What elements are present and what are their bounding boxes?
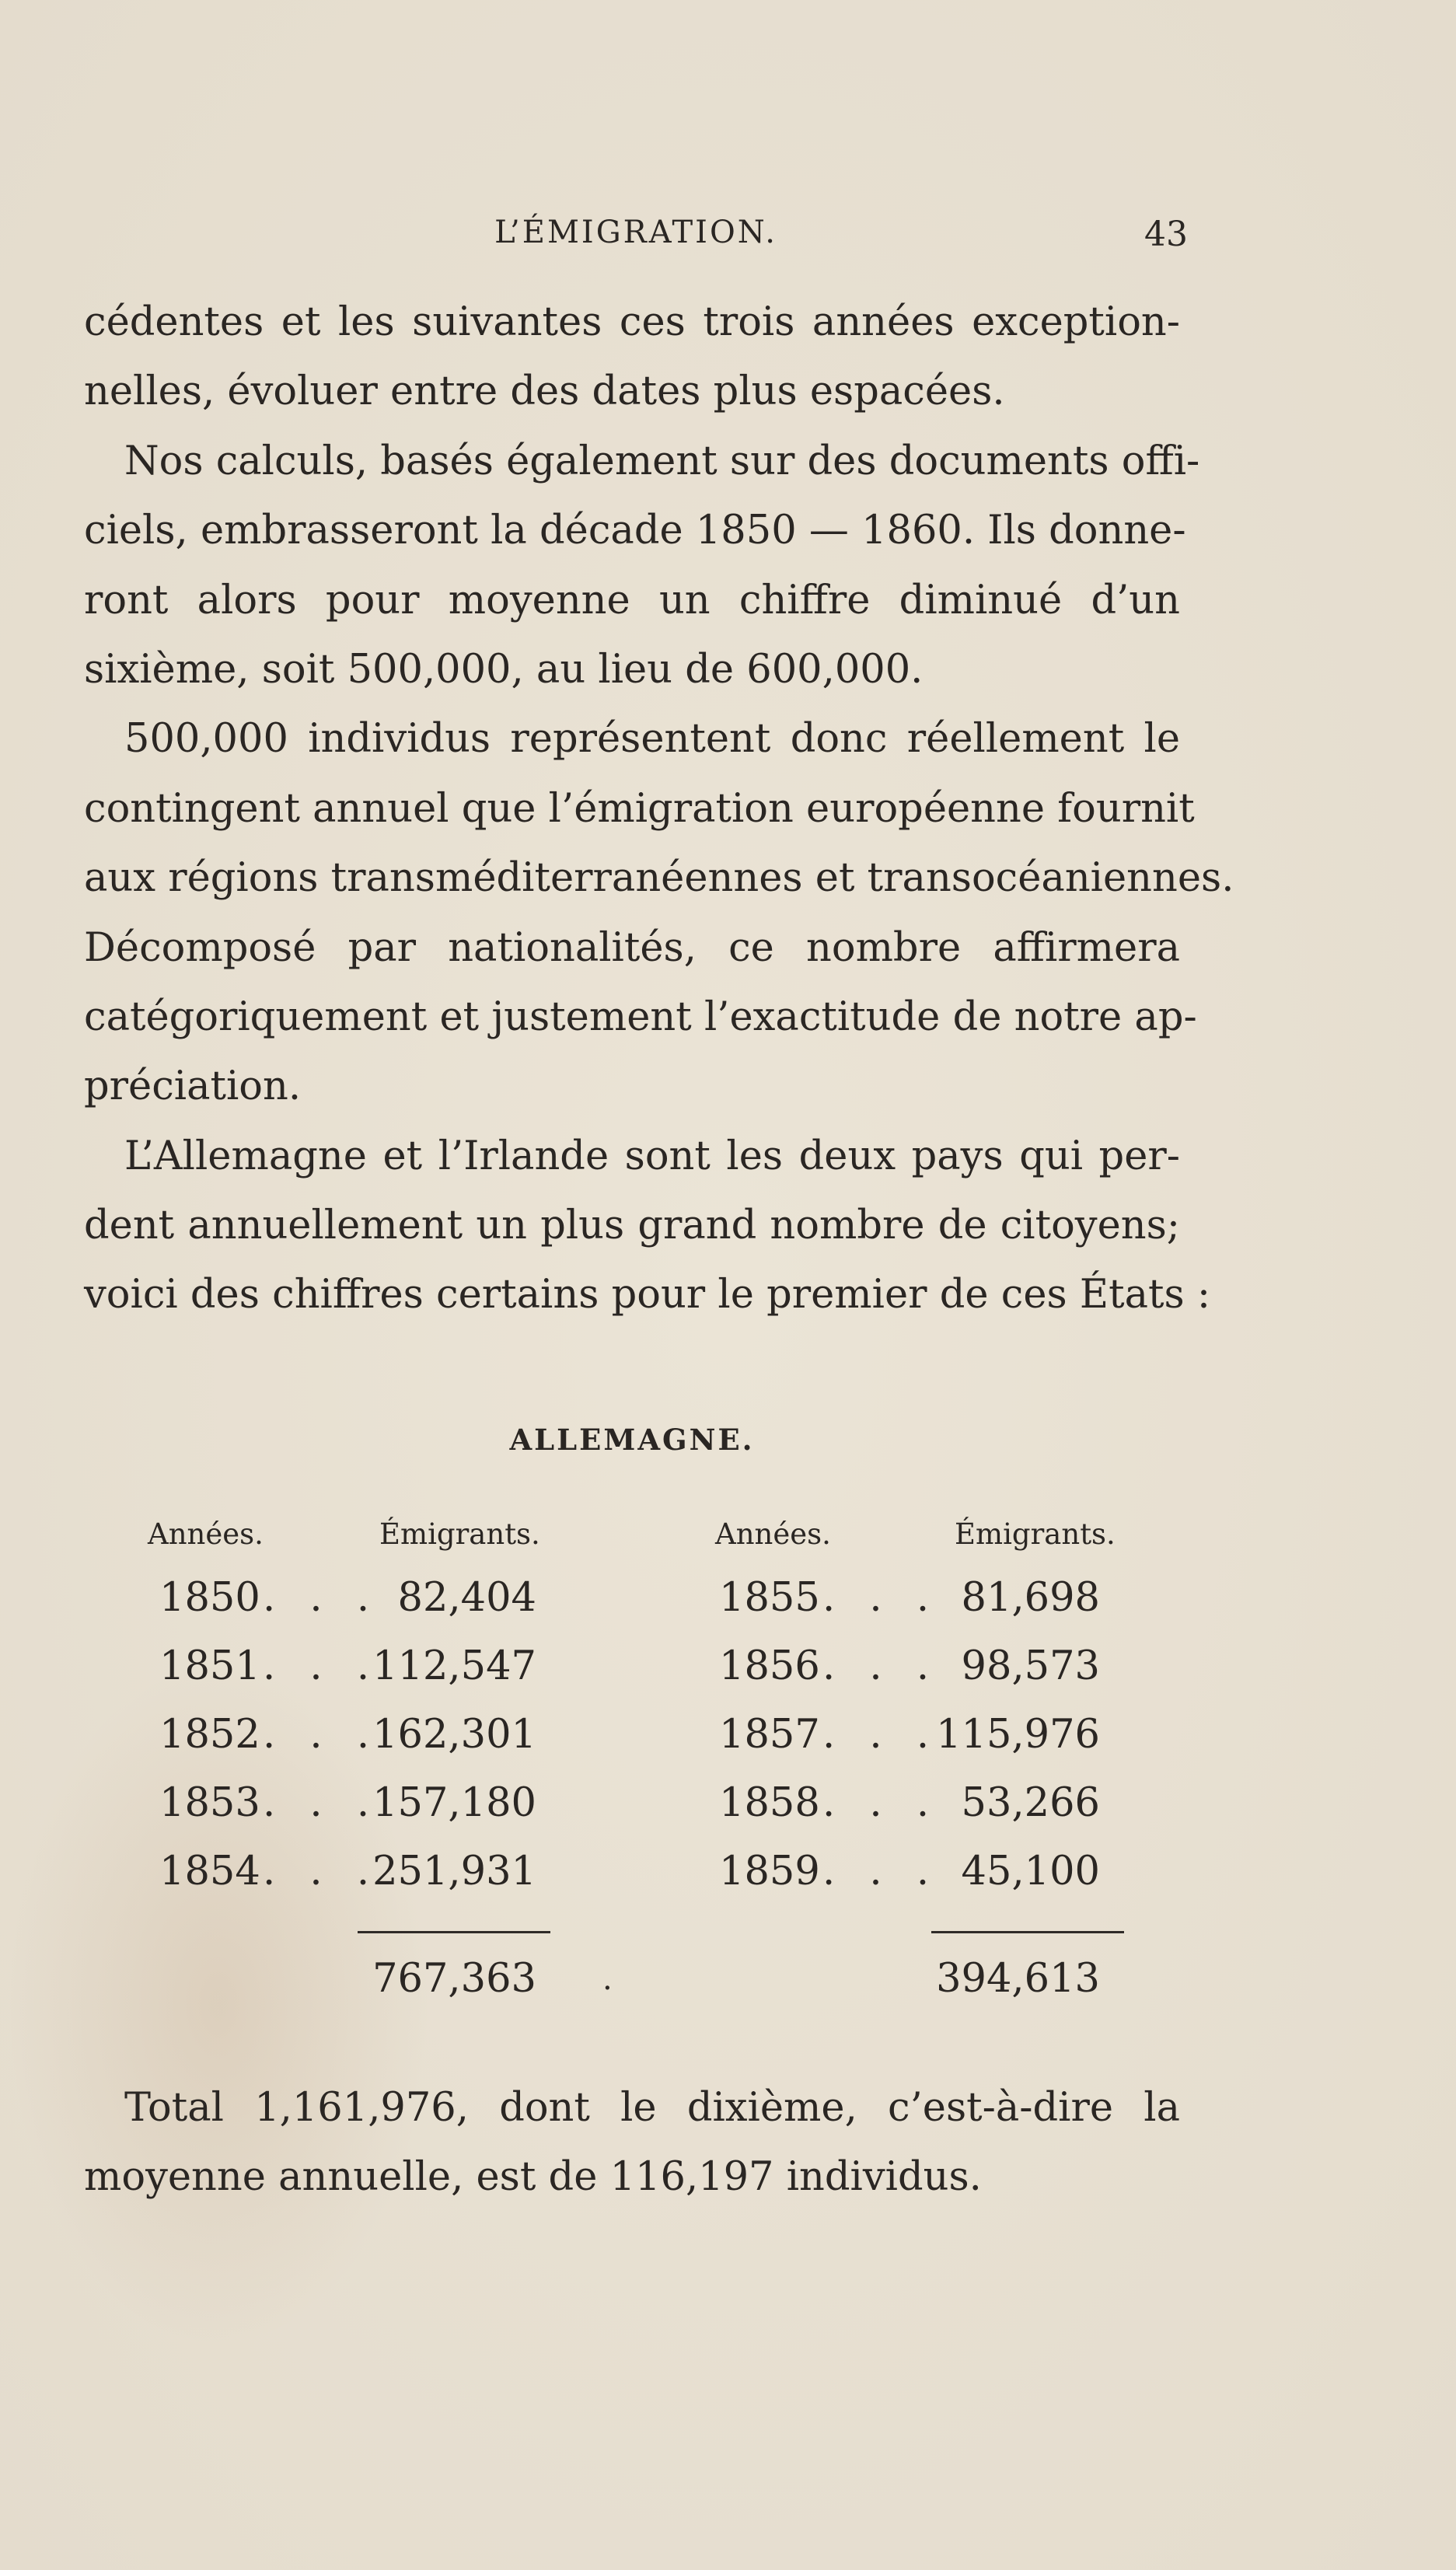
left-year: 1851	[159, 1643, 260, 1689]
leader-dots: . . .	[263, 1643, 381, 1689]
leader-dots: . . .	[822, 1712, 941, 1758]
right-year: 1857	[719, 1712, 820, 1758]
left-value: 157,180	[372, 1780, 536, 1826]
separator-dot: .	[602, 1961, 613, 1997]
text-line: nelles, évoluer entre des dates plus espacées.	[84, 368, 1005, 415]
leader-dots: . . .	[822, 1575, 941, 1621]
right-value: 45,100	[961, 1849, 1100, 1894]
header-left-emigrants: Émigrants.	[379, 1517, 540, 1551]
right-value: 98,573	[961, 1643, 1100, 1689]
right-year: 1856	[719, 1643, 820, 1689]
left-year: 1850	[159, 1575, 260, 1621]
text-line: Total 1,161,976, dont le dixième, c’est-à-dire la	[124, 2085, 1180, 2131]
header-left-years: Années.	[148, 1517, 264, 1551]
running-head	[84, 215, 1188, 261]
text-line: ciels, embrasseront la décade 1850 — 1860. Ils donne-	[84, 508, 1186, 554]
right-year: 1858	[719, 1780, 820, 1826]
text-line: L’Allemagne et l’Irlande sont les deux pays qui per-	[124, 1133, 1180, 1179]
left-year: 1852	[159, 1712, 260, 1758]
text-line: aux régions transméditerranéennes et transocéaniennes.	[84, 855, 1234, 902]
header-right-years: Années.	[715, 1517, 831, 1551]
text-line: sixième, soit 500,000, au lieu de 600,000.	[84, 646, 924, 693]
left-total: 767,363	[372, 1956, 536, 2002]
right-year: 1859	[719, 1849, 820, 1894]
text-line: moyenne annuelle, est de 116,197 individus.	[84, 2154, 982, 2201]
right-total: 394,613	[936, 1956, 1100, 2002]
footer-text	[84, 2073, 1180, 2212]
page-number: 43	[1144, 215, 1188, 254]
text-line: ront alors pour moyenne un chiffre diminué d’un	[84, 577, 1180, 623]
leader-dots: . . .	[822, 1780, 941, 1826]
text-line: préciation.	[84, 1063, 302, 1110]
leader-dots: . . .	[263, 1849, 381, 1894]
left-value: 251,931	[372, 1849, 536, 1894]
right-value: 81,698	[961, 1575, 1100, 1621]
left-value: 112,547	[372, 1643, 536, 1689]
leader-dots: . . .	[822, 1849, 941, 1894]
text-line: Décomposé par nationalités, ce nombre affirmera	[84, 924, 1180, 971]
left-value: 82,404	[397, 1575, 536, 1621]
left-year: 1853	[159, 1780, 260, 1826]
running-title: L’ÉMIGRATION.	[494, 215, 777, 250]
right-value: 115,976	[936, 1712, 1100, 1758]
left-value: 162,301	[372, 1712, 536, 1758]
leader-dots: . . .	[822, 1643, 941, 1689]
leader-dots: . . .	[263, 1575, 381, 1621]
text-line: voici des chiffres certains pour le premier de ces États :	[84, 1272, 1211, 1318]
table-title: ALLEMAGNE.	[509, 1423, 755, 1457]
header-right-emigrants: Émigrants.	[955, 1517, 1116, 1551]
body-text	[84, 288, 1234, 1330]
text-line: contingent annuel que l’émigration européenne fournit	[84, 785, 1195, 832]
sum-rule-left	[358, 1931, 550, 1933]
leader-dots: . . .	[263, 1712, 381, 1758]
leader-dots: . . .	[263, 1780, 381, 1826]
text-line: cédentes et les suivantes ces trois années exception-	[84, 299, 1180, 345]
left-year: 1854	[159, 1849, 260, 1894]
text-line: Nos calculs, basés également sur des documents offi-	[124, 438, 1200, 484]
right-year: 1855	[719, 1575, 820, 1621]
text-line: dent annuellement un plus grand nombre de citoyens;	[84, 1203, 1180, 1249]
right-value: 53,266	[961, 1780, 1100, 1826]
text-line: 500,000 individus représentent donc réellement le	[124, 716, 1180, 763]
text-line: catégoriquement et justement l’exactitude de notre ap-	[84, 993, 1197, 1040]
sum-rule-right	[931, 1931, 1124, 1933]
